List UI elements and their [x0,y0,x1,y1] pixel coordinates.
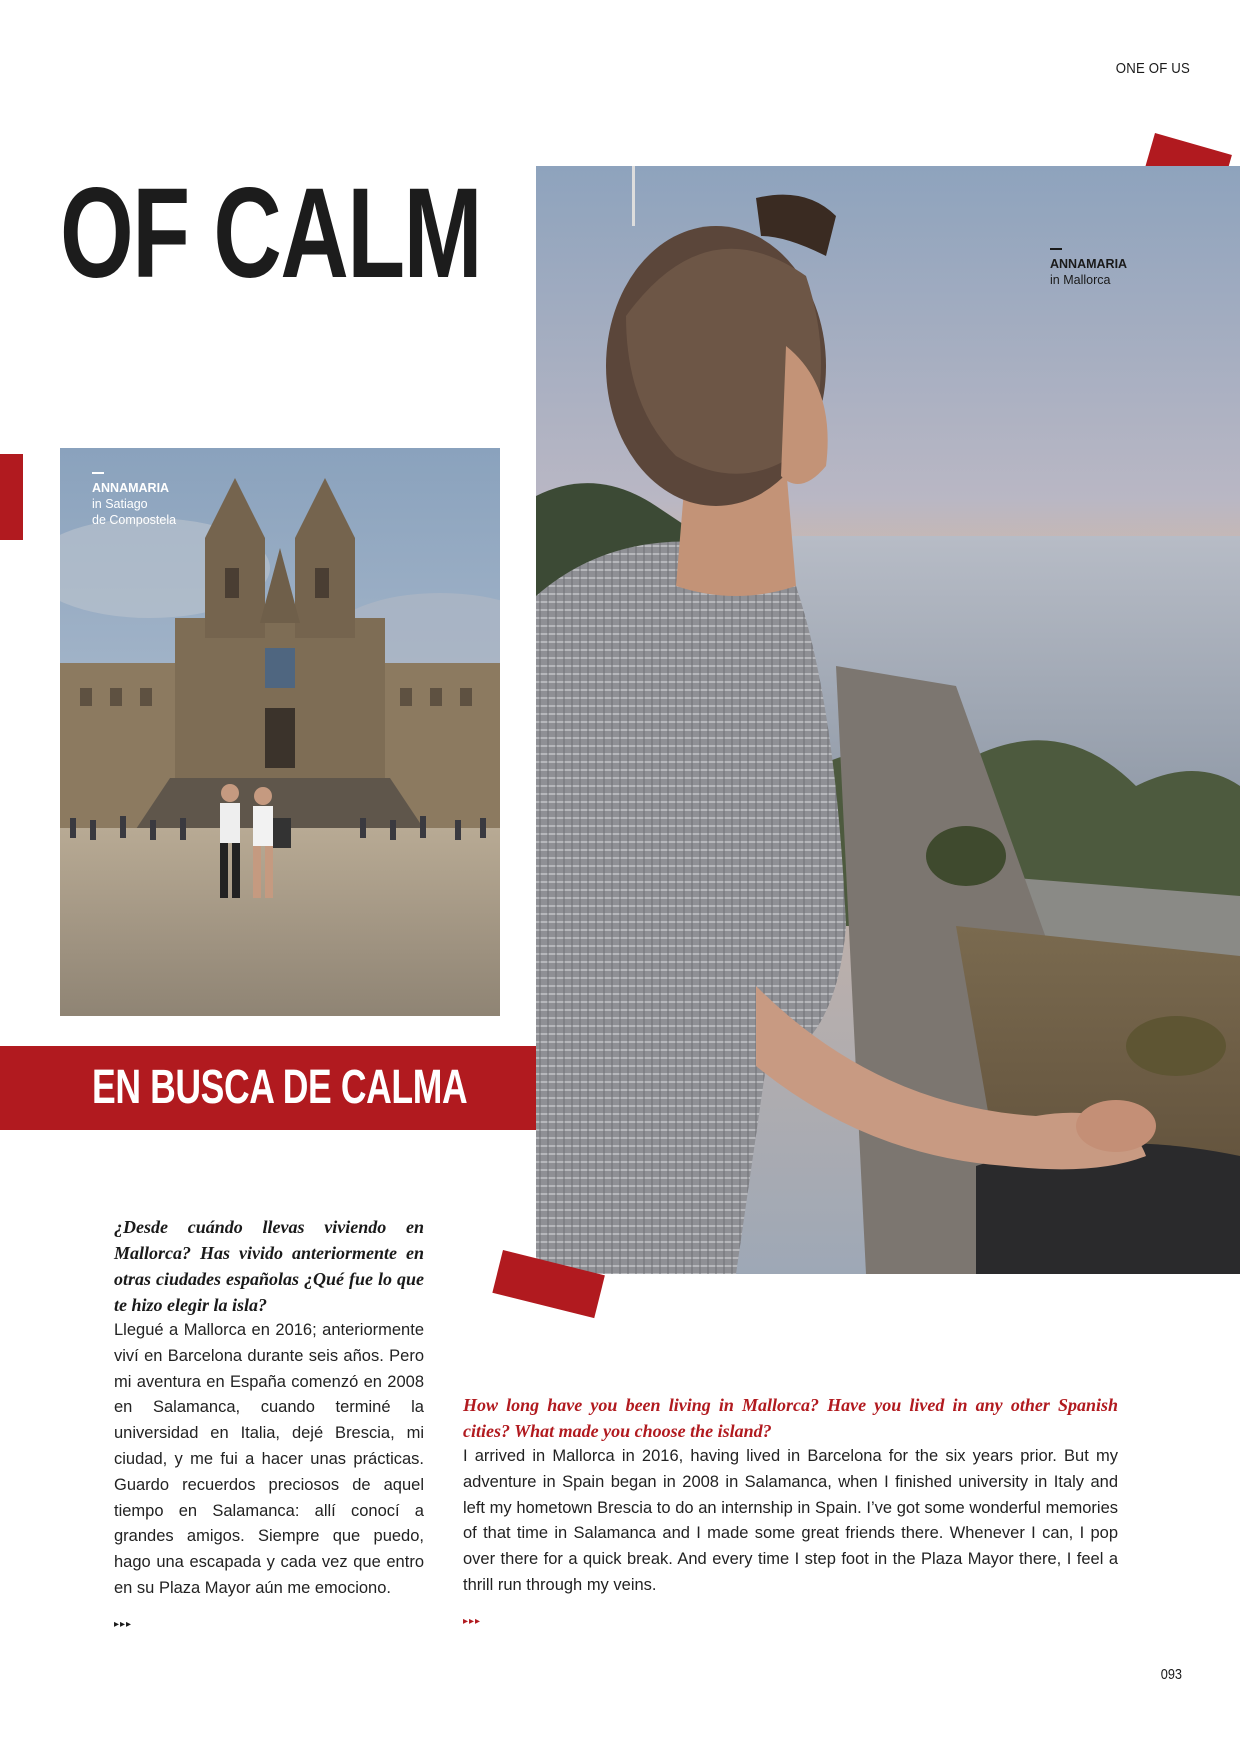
page-number: 093 [1160,1666,1182,1683]
red-accent-left [0,454,23,540]
english-column [463,1392,1118,1635]
spanish-question: ¿Desde cuándo llevas viviendo en Mallorca? Has vivido anteriormente en otras ciudades españolas ¿Qué fue lo que te hizo elegir la isla? [114,1217,424,1315]
small-photo-caption [92,472,212,528]
headline: OF CALM [60,162,482,305]
caption-place-line1: in Satiago [92,497,148,511]
caption-dash [1050,248,1062,250]
english-answer: I arrived in Mallorca in 2016, having lived in Barcelona for the six years prior. But my adventure in Spain began in 2008 in Salamanca, when I finished university in Italy and left my hometown Brescia to do an internship in Spain. I’ve got some wonderful memories of that time in Salamanca and I made some great friends there. Whenever I can, I pop over there for a quick break. And every time I step foot in the Plaza Mayor there, I feel a thrill run through my veins. [463,1447,1118,1594]
section-label: ONE OF US [1115,60,1190,77]
caption-name: ANNAMARIA [1050,257,1128,271]
continue-arrows: ▸▸▸ [114,1618,133,1630]
caption-dash [92,472,104,474]
small-photo-santiago [60,448,500,1016]
spanish-answer: Llegué a Mallorca en 2016; anteriormente viví en Barcelona durante seis años. Pero mi aventura en España comenzó en 2008 en Salamanca, cuando terminé la universidad en Italia, dejé Brescia, mi ciudad, y me fui a hacer unas prácticas. Guardo recuerdos preciosos de aquel tiempo en Salamanca: allí conocí a grandes amigos. Siempre que puedo, hago una escapada y cada vez que entro en su Plaza Mayor aún me emociono. [114,1321,424,1597]
continue-arrows: ▸▸▸ [463,1615,482,1627]
caption-name: ANNAMARIA [92,481,170,495]
caption-place-line2: de Compostela [92,513,177,527]
main-photo-caption [1050,248,1127,288]
spanish-column [114,1214,424,1638]
section-banner-title: EN BUSCA DE CALMA [92,1061,468,1114]
caption-place: in Mallorca [1050,273,1111,287]
main-photo-mallorca [536,166,1240,1274]
english-question: How long have you been living in Mallorca? Have you lived in any other Spanish cities? What made you choose the island? [463,1395,1118,1441]
